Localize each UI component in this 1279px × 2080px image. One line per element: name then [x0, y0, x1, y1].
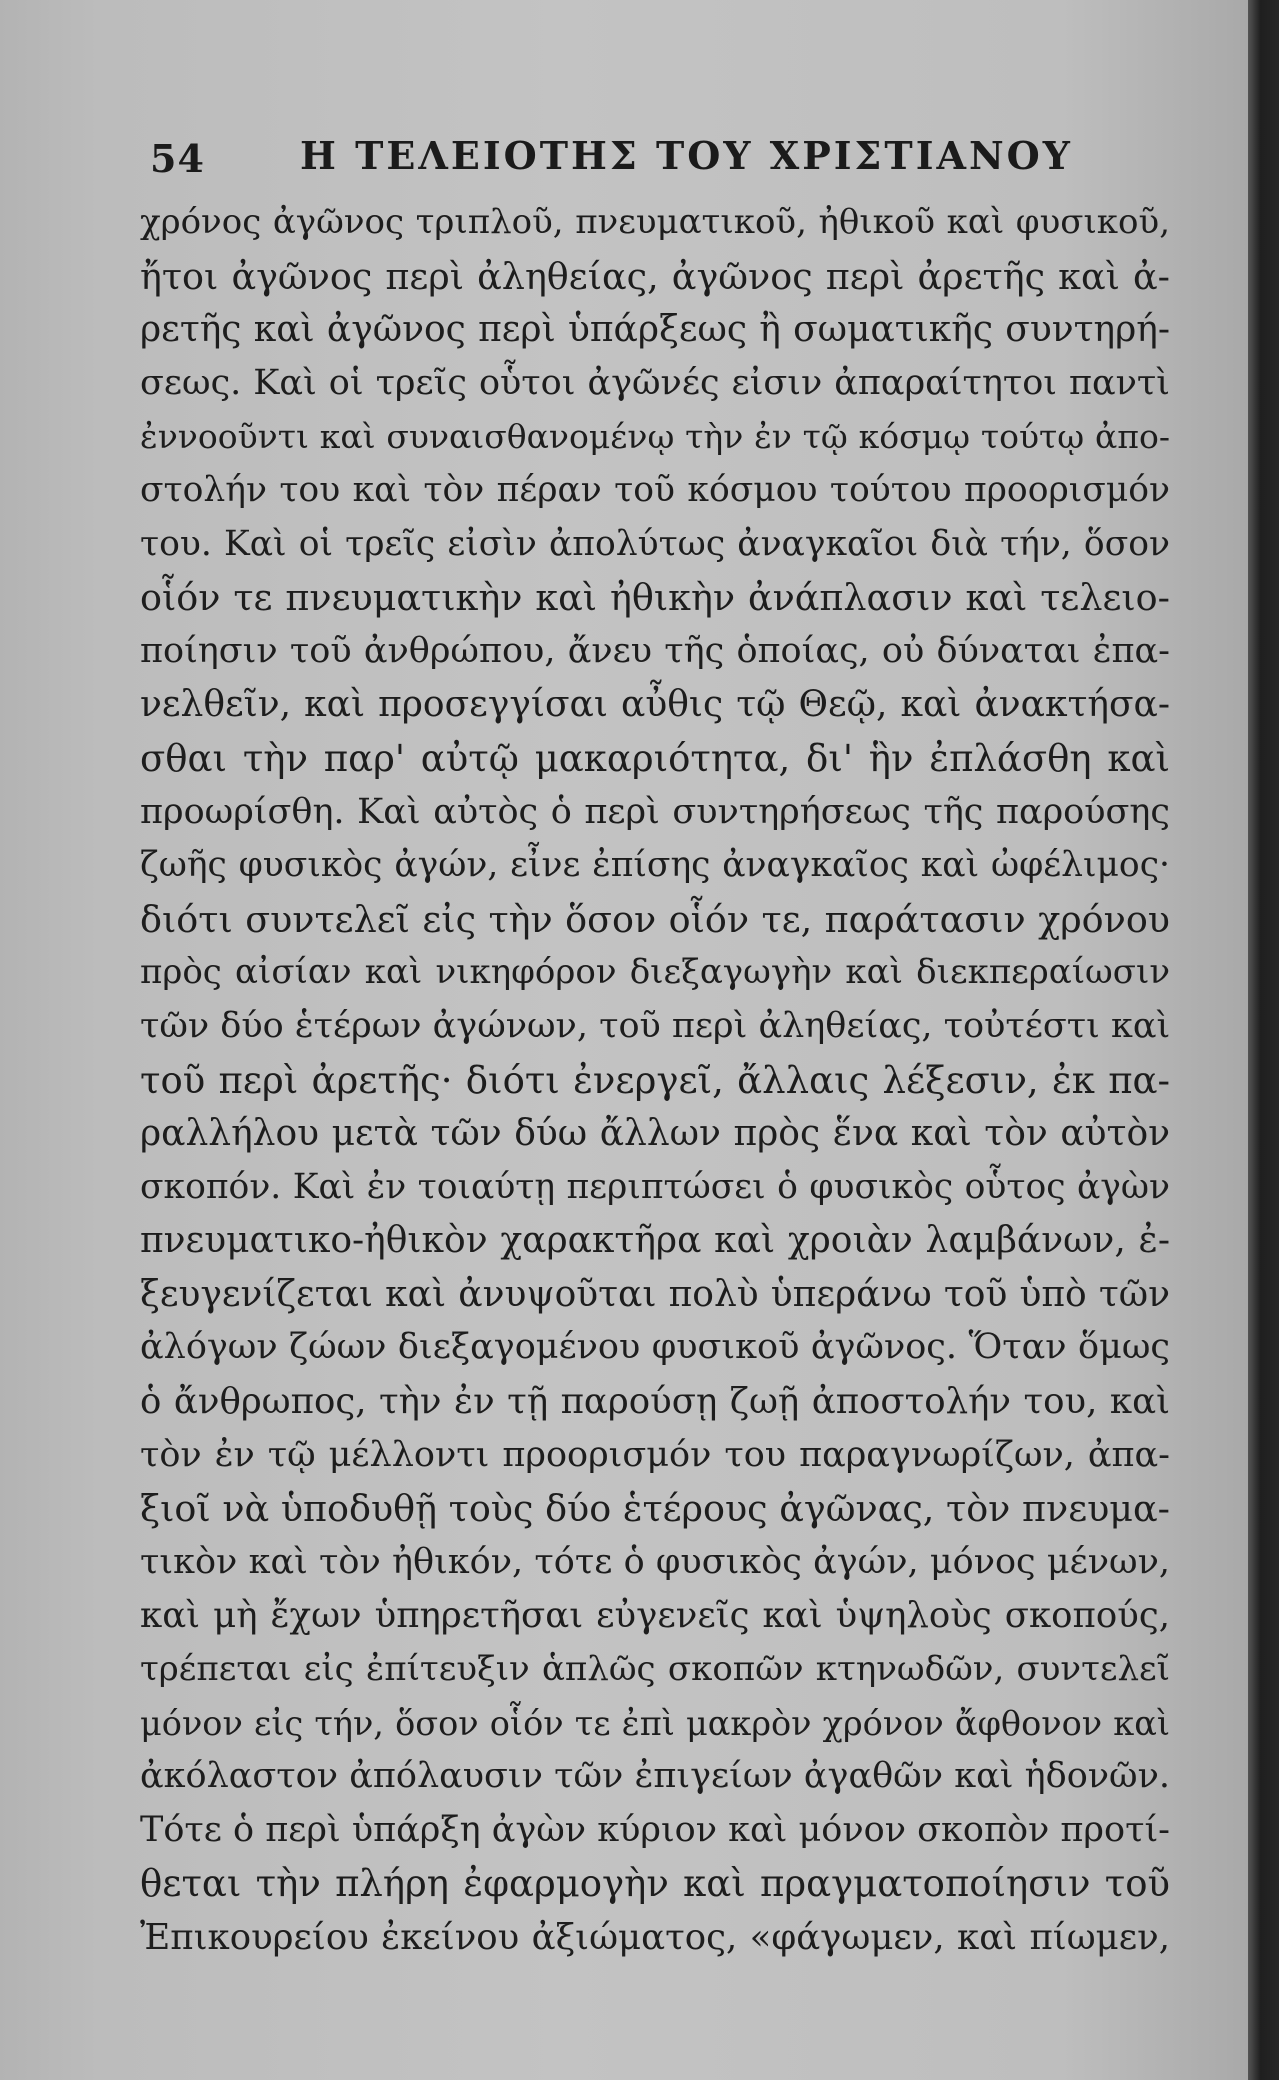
text-line: σεως. Καὶ οἱ τρεῖς οὗτοι ἀγῶνές εἰσιν ἀπαραίτητοι παντὶ [140, 362, 1170, 403]
text-line: πρὸς αἰσίαν καὶ νικηφόρον διεξαγωγὴν καὶ διεκπεραίωσιν [140, 952, 1170, 993]
text-line: ἀλόγων ζώων διεξαγομένου φυσικοῦ ἀγῶνος. Ὅταν ὅμως [140, 1327, 1170, 1368]
text-line: χρόνος ἀγῶνος τριπλοῦ, πνευματικοῦ, ἠθικοῦ καὶ φυσικοῦ, [140, 202, 1170, 242]
text-line: ἤτοι ἀγῶνος περὶ ἀληθείας, ἀγῶνος περὶ ἀρετῆς καὶ ἀ- [140, 254, 1170, 298]
text-line: διότι συντελεῖ εἰς τὴν ὅσον οἷόν τε, παράτασιν χρόνου [140, 897, 1170, 941]
page-header [150, 128, 1160, 184]
text-line: οἷόν τε πνευματικὴν καὶ ἠθικὴν ἀνάπλασιν καὶ τελειο- [140, 576, 1170, 620]
text-line: τῶν δύο ἑτέρων ἀγώνων, τοῦ περὶ ἀληθείας, τοὐτέστι καὶ [140, 1005, 1170, 1046]
body-text [140, 196, 1170, 1965]
text-line: πνευματικο-ἠθικὸν χαρακτῆρα καὶ χροιὰν λαμβάνων, ἐ- [140, 1220, 1170, 1262]
text-line: στολήν του καὶ τὸν πέραν τοῦ κόσμου τούτου προορισμόν [140, 469, 1170, 510]
running-title: Η ΤΕΛΕΙΟΤΗΣ ΤΟΥ ΧΡΙΣΤΙΑΝΟΥ [300, 133, 1073, 178]
text-line: ἀκόλαστον ἀπόλαυσιν τῶν ἐπιγείων ἀγαθῶν καὶ ἡδονῶν. [140, 1756, 1170, 1797]
text-line: προωρίσθη. Καὶ αὐτὸς ὁ περὶ συντηρήσεως τῆς παρούσης [140, 791, 1170, 832]
text-line: ἐννοοῦντι καὶ συναισθανομένῳ τὴν ἐν τῷ κόσμῳ τούτῳ ἀπο- [140, 417, 1170, 457]
text-line: ζωῆς φυσικὸς ἀγών, εἶνε ἐπίσης ἀναγκαῖος καὶ ὠφέλιμος· [140, 845, 1170, 886]
text-line: ξιοῖ νὰ ὑποδυθῇ τοὺς δύο ἑτέρους ἀγῶνας, τὸν πνευμα- [140, 1487, 1170, 1531]
page-number: 54 [150, 136, 205, 181]
text-line: ρετῆς καὶ ἀγῶνος περὶ ὑπάρξεως ἢ σωματικῆς συντηρή- [140, 309, 1170, 351]
text-line: μόνον εἰς τήν, ὅσον οἷόν τε ἐπὶ μακρὸν χρόνον ἄφθονον καὶ [140, 1703, 1170, 1743]
text-line: τρέπεται εἰς ἐπίτευξιν ἁπλῶς σκοπῶν κτηνωδῶν, συντελεῖ [140, 1649, 1170, 1690]
text-line: ποίησιν τοῦ ἀνθρώπου, ἄνευ τῆς ὁποίας, οὐ δύναται ἐπα- [140, 630, 1170, 671]
text-line: τοῦ περὶ ἀρετῆς· διότι ἐνεργεῖ, ἄλλαις λέξεσιν, ἐκ πα- [140, 1058, 1170, 1102]
text-line: ὁ ἄνθρωπος, τὴν ἐν τῇ παρούσῃ ζωῇ ἀποστολήν του, καὶ [140, 1381, 1170, 1423]
text-line: ξευγενίζεται καὶ ἀνυψοῦται πολὺ ὑπεράνω τοῦ ὑπὸ τῶν [140, 1273, 1170, 1315]
text-line: Ἐπικουρείου ἐκείνου ἀξιώματος, «φάγωμεν, καὶ πίωμεν, [140, 1917, 1170, 1958]
text-line: Τότε ὁ περὶ ὑπάρξη ἀγὼν κύριον καὶ μόνον σκοπὸν προτί- [140, 1809, 1170, 1850]
text-line: καὶ μὴ ἔχων ὑπηρετῆσαι εὐγενεῖς καὶ ὑψηλοὺς σκοπούς, [140, 1595, 1170, 1637]
text-line: θεται τὴν πλήρη ἐφαρμογὴν καὶ πραγματοποίησιν τοῦ [140, 1862, 1170, 1906]
text-line: του. Καὶ οἱ τρεῖς εἰσὶν ἀπολύτως ἀναγκαῖοι διὰ τήν, ὅσον [140, 523, 1170, 564]
text-line: ραλλήλου μετὰ τῶν δύω ἄλλων πρὸς ἕνα καὶ τὸν αὐτὸν [140, 1113, 1170, 1155]
text-line: σκοπόν. Καὶ ἐν τοιαύτῃ περιπτώσει ὁ φυσικὸς οὗτος ἀγὼν [140, 1166, 1170, 1207]
text-line: νελθεῖν, καὶ προσεγγίσαι αὖθις τῷ Θεῷ, καὶ ἀνακτήσα- [140, 684, 1170, 726]
text-line: τὸν ἐν τῷ μέλλοντι προορισμόν του παραγνωρίζων, ἀπα- [140, 1434, 1170, 1475]
text-line: σθαι τὴν παρ' αὐτῷ μακαριότητα, δι' ἣν ἐπλάσθη καὶ [140, 736, 1170, 780]
text-line: τικὸν καὶ τὸν ἠθικόν, τότε ὁ φυσικὸς ἀγών, μόνος μένων, [140, 1541, 1170, 1582]
book-binding-shadow [1248, 0, 1279, 2080]
